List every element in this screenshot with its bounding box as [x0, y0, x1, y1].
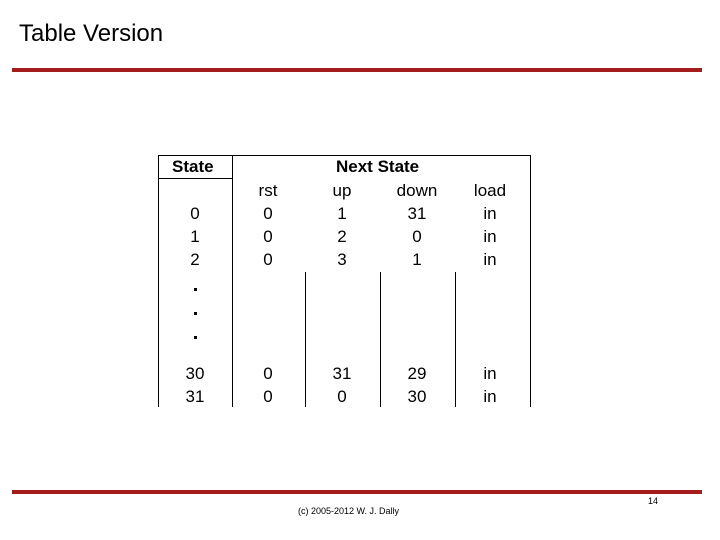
down-cell: 0 [412, 227, 422, 246]
load-cell: in [483, 364, 497, 383]
up-cell: 31 [332, 364, 352, 383]
rst-cell: 0 [263, 204, 273, 223]
load-cell: in [483, 387, 497, 406]
ellipsis-dot [194, 288, 197, 291]
rst-column-divider [305, 272, 306, 407]
up-cell: 3 [337, 250, 347, 269]
load-subheader: load [473, 181, 507, 200]
up-cell: 0 [337, 387, 347, 406]
rst-cell: 0 [263, 227, 273, 246]
table-right-border [530, 155, 531, 407]
down-column-divider [455, 272, 456, 407]
table-left-border [158, 155, 159, 407]
down-cell: 31 [407, 204, 427, 223]
load-cell: in [483, 204, 497, 223]
state-cell: 1 [190, 227, 200, 246]
rst-subheader: rst [258, 181, 278, 200]
rst-cell: 0 [263, 387, 273, 406]
state-column-header: State [172, 157, 214, 176]
up-cell: 1 [337, 204, 347, 223]
down-cell: 1 [412, 250, 422, 269]
table-top-border [158, 155, 530, 156]
down-cell: 30 [407, 387, 427, 406]
rst-cell: 0 [263, 250, 273, 269]
down-subheader: down [396, 181, 438, 200]
next-state-header: Next State [336, 157, 420, 176]
up-column-divider [380, 272, 381, 407]
state-cell: 30 [185, 364, 205, 383]
state-cell: 0 [190, 204, 200, 223]
state-cell: 31 [185, 387, 205, 406]
up-cell: 2 [337, 227, 347, 246]
page-number: 14 [648, 496, 659, 506]
ellipsis-dot [194, 336, 197, 339]
state-column-divider [232, 155, 233, 407]
bottom-divider [12, 490, 702, 494]
load-cell: in [483, 250, 497, 269]
slide-title: Table Version [19, 20, 164, 47]
load-cell: in [483, 227, 497, 246]
down-cell: 29 [407, 364, 427, 383]
up-subheader: up [332, 181, 352, 200]
rst-cell: 0 [263, 364, 273, 383]
state-cell: 2 [190, 250, 200, 269]
ellipsis-dot [194, 312, 197, 315]
copyright-footer: (c) 2005-2012 W. J. Dally [298, 506, 400, 516]
state-header-underline [158, 178, 232, 179]
